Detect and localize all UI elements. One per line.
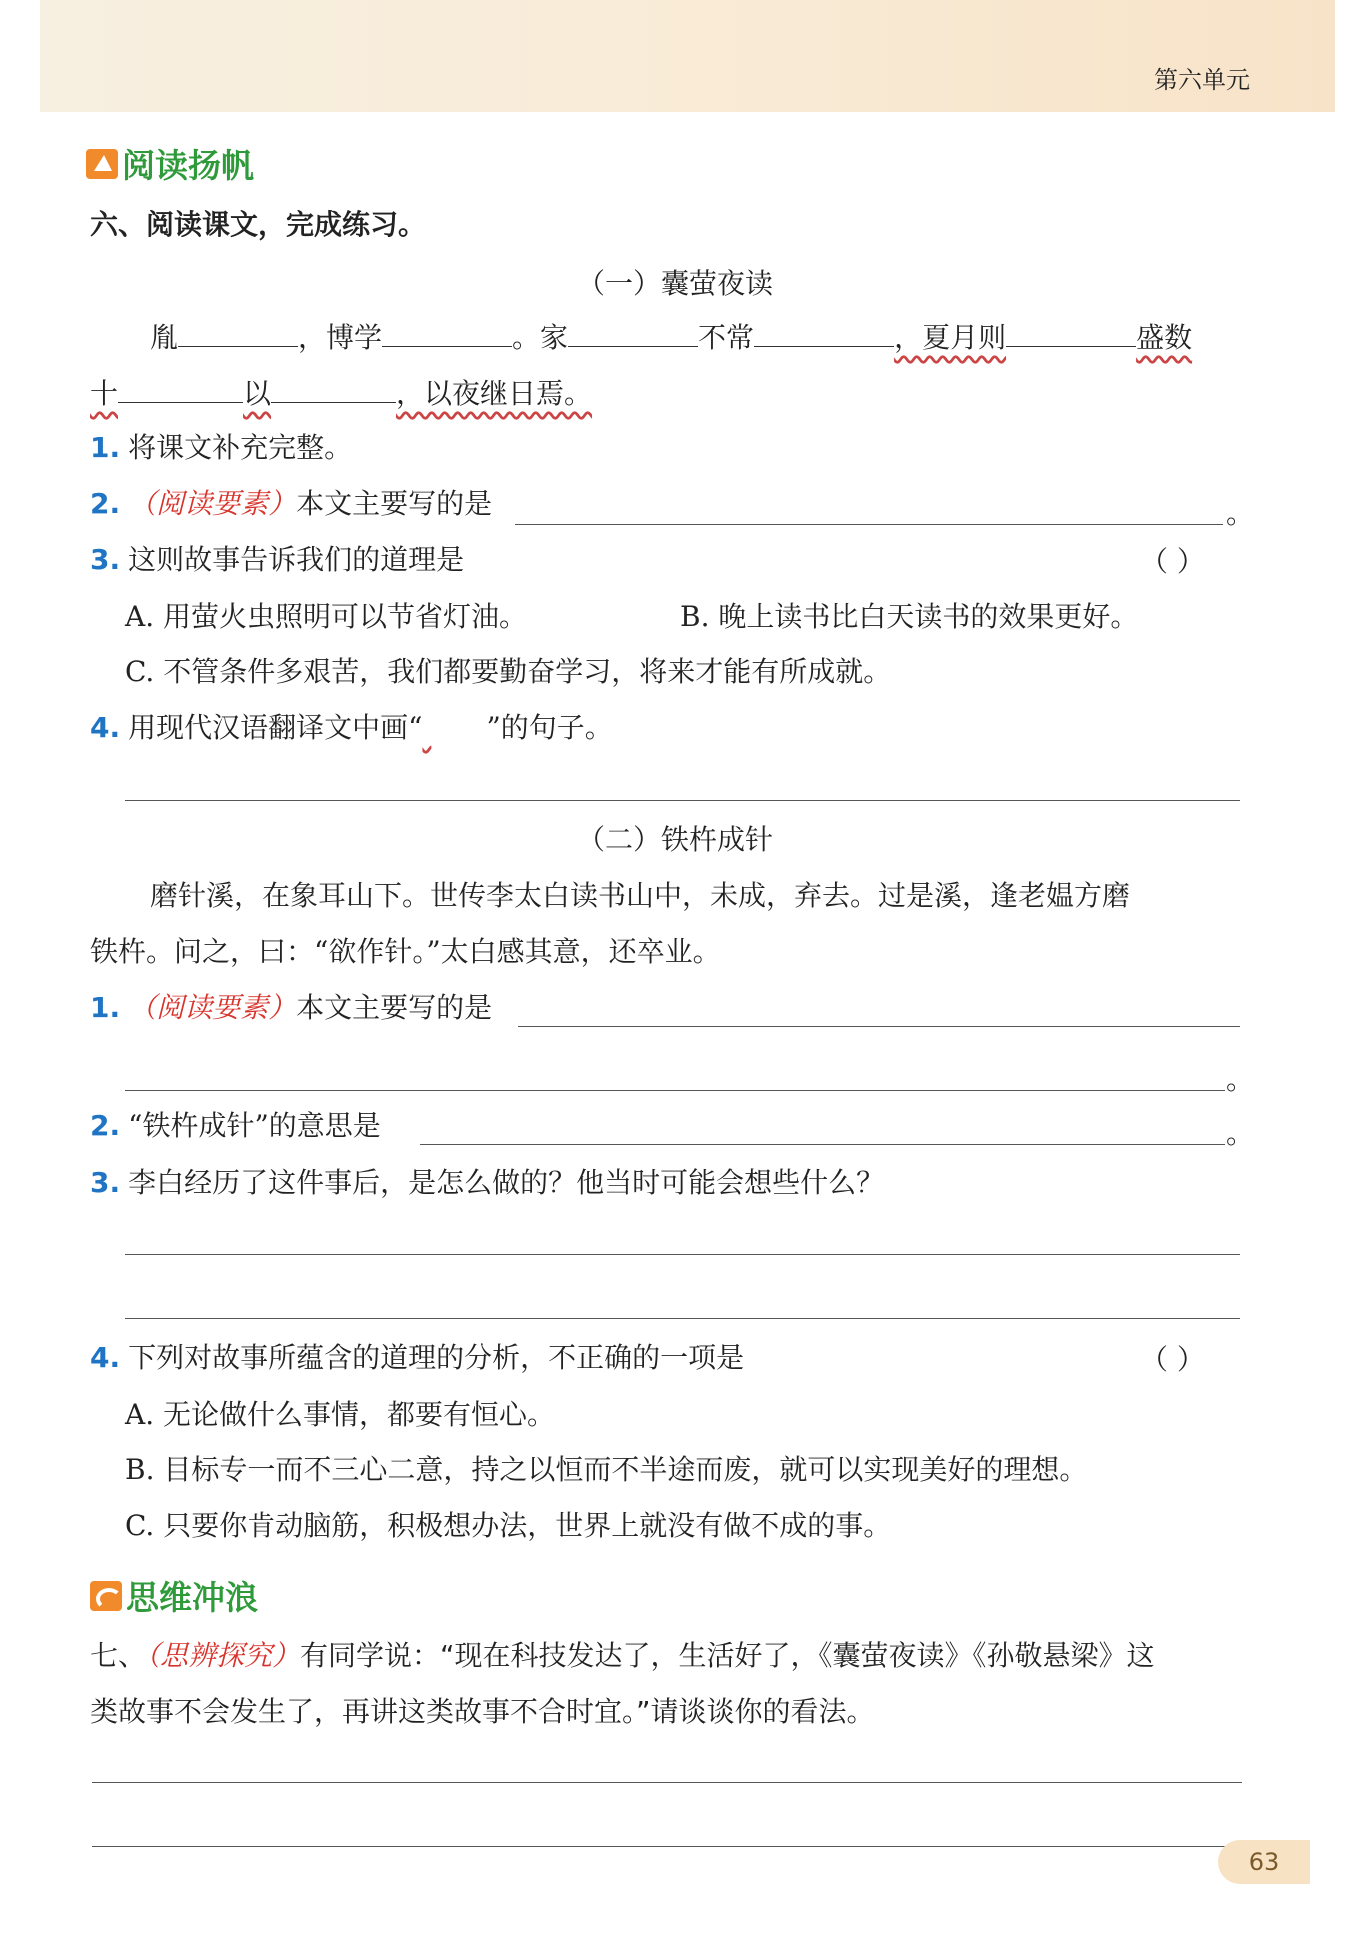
p2-q1-end: 。 — [1226, 1063, 1255, 1096]
section-thinking-label: 思维冲浪 — [126, 1578, 258, 1617]
p1-q3-answer-paren[interactable]: （ ） — [1140, 545, 1205, 578]
p2-q3-answer-line-1[interactable] — [125, 1254, 1240, 1255]
p1-q2: 2. （阅读要素）本文主要写的是 — [90, 487, 493, 520]
passage2-title: （二）铁杵成针 — [576, 823, 773, 856]
q7-answer-line-2[interactable] — [92, 1846, 1242, 1847]
p1-q4: 4. 用现代汉语翻译文中画“ ”的句子。 — [90, 711, 613, 744]
passage2-para1: 磨针溪，在象耳山下。世传李太白读书山中，未成，弃去。过是溪，逢老媪方磨 — [150, 879, 1131, 912]
p1-q3: 3. 这则故事告诉我们的道理是 — [90, 543, 465, 576]
passage1-line2: 十 以 ，以夜继日焉。 — [90, 374, 592, 414]
p1-q1: 1. 将课文补充完整。 — [90, 431, 353, 464]
blank-4[interactable] — [754, 318, 894, 347]
section-reading-heading — [86, 140, 254, 187]
p2-q4-option-a[interactable]: A. 无论做什么事情，都要有恒心。 — [125, 1398, 556, 1431]
p1-q4-answer-line[interactable] — [125, 800, 1240, 801]
q7-line2: 类故事不会发生了，再讲这类故事不合时宜。”请谈谈你的看法。 — [90, 1695, 875, 1728]
wave-icon — [90, 1581, 122, 1611]
passage1-title: （一）囊萤夜读 — [576, 267, 773, 300]
q7-line1: 七、（思辨探究）有同学说：“现在科技发达了，生活好了，《囊萤夜读》《孙敬悬梁》这 — [90, 1639, 1155, 1672]
blank-1[interactable] — [178, 318, 298, 347]
section-reading-label: 阅读扬帆 — [122, 146, 254, 185]
p2-q2-answer-line[interactable] — [420, 1144, 1225, 1145]
p2-q1-answer-line-2[interactable] — [125, 1090, 1225, 1091]
blank-5[interactable] — [1006, 318, 1136, 347]
p2-q4-option-b[interactable]: B. 目标专一而不三心二意，持之以恒而不半途而废，就可以实现美好的理想。 — [125, 1453, 1088, 1486]
blank-7[interactable] — [271, 374, 396, 403]
page-number: 63 — [1218, 1840, 1310, 1884]
header-band — [40, 0, 1335, 112]
blank-2[interactable] — [382, 318, 512, 347]
p1-q2-answer-line[interactable] — [515, 524, 1223, 525]
p2-q1-answer-line-1[interactable] — [518, 1026, 1240, 1027]
p2-q2: 2. “铁杵成针”的意思是 — [90, 1109, 381, 1142]
q7-answer-line-1[interactable] — [92, 1782, 1242, 1783]
p2-q3: 3. 李白经历了这件事后，是怎么做的？他当时可能会想些什么？ — [90, 1166, 885, 1199]
p2-q2-end: 。 — [1226, 1117, 1255, 1150]
sail-icon — [86, 149, 118, 179]
passage1-line1: 胤 ，博学 。家 不常 ，夏月则 盛数 — [150, 318, 1192, 358]
p2-q3-answer-line-2[interactable] — [125, 1318, 1240, 1319]
p1-q2-end: 。 — [1226, 497, 1255, 530]
section-thinking-heading — [90, 1572, 258, 1619]
q6-heading: 六、阅读课文，完成练习。 — [90, 208, 427, 241]
blank-3[interactable] — [568, 318, 698, 347]
p2-q4-answer-paren[interactable]: （ ） — [1140, 1343, 1205, 1376]
p1-q3-option-b[interactable]: B. 晚上读书比白天读书的效果更好。 — [680, 600, 1139, 633]
p2-q4: 4. 下列对故事所蕴含的道理的分析，不正确的一项是 — [90, 1341, 745, 1374]
p2-q1: 1. （阅读要素）本文主要写的是 — [90, 991, 493, 1024]
passage2-para2: 铁杵。问之，曰：“欲作针。”太白感其意，还卒业。 — [90, 935, 721, 968]
p2-q4-option-c[interactable]: C. 只要你肯动脑筋，积极想办法，世界上就没有做不成的事。 — [125, 1509, 892, 1542]
p1-q3-option-c[interactable]: C. 不管条件多艰苦，我们都要勤奋学习，将来才能有所成就。 — [125, 655, 892, 688]
unit-label: 第六单元 — [1154, 66, 1250, 94]
p1-q3-option-a[interactable]: A. 用萤火虫照明可以节省灯油。 — [125, 600, 528, 633]
blank-6[interactable] — [118, 374, 243, 403]
